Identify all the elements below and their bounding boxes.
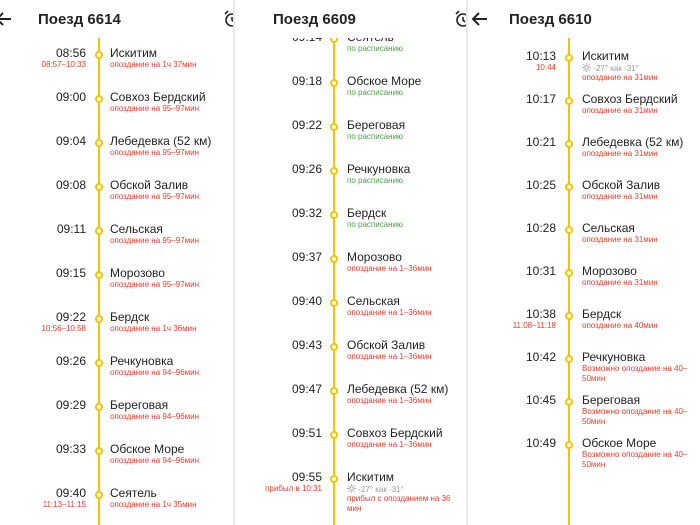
stop-marker bbox=[95, 359, 103, 367]
station-name: Сельская bbox=[110, 222, 163, 236]
weather-info bbox=[582, 63, 639, 73]
station-name: Обской Залив bbox=[582, 178, 661, 192]
status-text: опоздание на 1ч 36мин bbox=[110, 324, 197, 333]
temperature: -27° как -31° bbox=[593, 64, 639, 73]
status-text: Возможно опоздание на 40– bbox=[582, 450, 688, 459]
stop-marker bbox=[330, 255, 338, 263]
header bbox=[468, 0, 700, 38]
departure-time: 09:51 bbox=[291, 426, 322, 440]
alarm-clock-icon[interactable] bbox=[453, 9, 466, 29]
status-text: опоздание на 94–96мин bbox=[110, 456, 200, 465]
stop-marker bbox=[95, 51, 103, 59]
departure-time: 09:04 bbox=[55, 134, 86, 148]
departure-time: 10:38 bbox=[525, 307, 556, 321]
status-text: опоздание на 94–96мин bbox=[110, 368, 200, 377]
station-name: Бердск bbox=[110, 310, 150, 324]
actual-time: 08:57–10:33 bbox=[41, 60, 86, 69]
actual-time: 11:13–11:15 bbox=[42, 500, 86, 509]
status-text: опоздание на 94–96мин bbox=[110, 412, 200, 421]
status-text: опоздание на 31мин bbox=[582, 106, 658, 115]
departure-time: 10:21 bbox=[525, 135, 556, 149]
status-text: опоздание на 95–97мин bbox=[110, 236, 200, 245]
header bbox=[235, 0, 466, 38]
status-text: опоздание на 31мин bbox=[582, 149, 658, 158]
departure-time: 09:40 bbox=[291, 294, 322, 308]
station-name: Совхоз Бердский bbox=[110, 90, 206, 104]
arrow-left-icon[interactable] bbox=[470, 9, 490, 29]
stop-marker bbox=[95, 227, 103, 235]
stop-marker bbox=[95, 315, 103, 323]
departure-time: 09:33 bbox=[55, 442, 86, 456]
stop-row[interactable] bbox=[468, 436, 700, 487]
page-title: Поезд 6614 bbox=[38, 11, 121, 28]
stop-row[interactable] bbox=[0, 486, 233, 525]
stop-marker bbox=[565, 54, 573, 62]
status-text: опоздание на 95–97мин bbox=[110, 104, 200, 113]
status-text: опоздание на 95–97мин bbox=[110, 192, 200, 201]
station-name: Морозово bbox=[347, 250, 402, 264]
alarm-clock-icon[interactable] bbox=[222, 9, 233, 29]
station-name: Береговая bbox=[582, 393, 641, 407]
stop-marker bbox=[565, 269, 573, 277]
stop-marker bbox=[330, 167, 338, 175]
departure-time: 08:56 bbox=[55, 46, 86, 60]
stop-list[interactable] bbox=[235, 0, 466, 525]
stop-marker bbox=[330, 211, 338, 219]
status-text: по расписанию bbox=[347, 176, 404, 185]
actual-time: 10:56–10:58 bbox=[41, 324, 86, 333]
station-name: Совхоз Бердский bbox=[347, 426, 443, 440]
station-name: Совхоз Бердский bbox=[582, 92, 678, 106]
departure-time: 09:55 bbox=[291, 470, 322, 484]
station-name: Обской Залив bbox=[110, 178, 189, 192]
stop-marker bbox=[95, 95, 103, 103]
actual-time: прибыл в 10:31 bbox=[265, 484, 322, 493]
sun-icon bbox=[582, 63, 591, 72]
departure-time: 10:25 bbox=[525, 178, 556, 192]
page-title: Поезд 6610 bbox=[509, 11, 592, 28]
status-text: прибыл с опозданием на 36 bbox=[347, 494, 451, 503]
departure-time: 09:22 bbox=[291, 118, 322, 132]
status-text: опоздание на 31мин bbox=[582, 235, 658, 244]
departure-time: 09:00 bbox=[55, 90, 86, 104]
station-name: Морозово bbox=[582, 264, 637, 278]
departure-time: 09:47 bbox=[291, 382, 322, 396]
stop-marker bbox=[565, 97, 573, 105]
station-name: Речкуновка bbox=[582, 350, 646, 364]
stop-marker bbox=[565, 441, 573, 449]
status-text-cont: 50мин bbox=[582, 417, 606, 426]
status-text: опоздание на 1ч 37мин bbox=[110, 60, 197, 69]
train-6614-panel bbox=[0, 0, 233, 525]
actual-time: 11:08–11:18 bbox=[512, 321, 556, 330]
station-name: Обское Море bbox=[347, 74, 422, 88]
sun-icon bbox=[347, 484, 356, 493]
header bbox=[0, 0, 233, 38]
stop-row[interactable] bbox=[235, 470, 466, 522]
departure-time: 10:45 bbox=[525, 393, 556, 407]
stop-marker bbox=[95, 491, 103, 499]
station-name: Искитим bbox=[582, 49, 630, 63]
status-text-cont: 50мин bbox=[582, 374, 606, 383]
station-name: Обское Море bbox=[582, 436, 657, 450]
station-name: Искитим bbox=[347, 470, 395, 484]
station-name: Бердск bbox=[347, 206, 387, 220]
status-text: опоздание на 1–36мин bbox=[347, 308, 432, 317]
departure-time: 09:15 bbox=[55, 266, 86, 280]
status-text: по расписанию bbox=[347, 88, 404, 97]
station-name: Бердск bbox=[582, 307, 622, 321]
departure-time: 09:40 bbox=[55, 486, 86, 500]
stop-marker bbox=[95, 271, 103, 279]
status-text: опоздание на 31мин bbox=[582, 278, 658, 287]
station-name: Речкуновка bbox=[110, 354, 174, 368]
departure-time: 10:13 bbox=[525, 49, 556, 63]
status-text: по расписанию bbox=[347, 220, 404, 229]
departure-time: 09:37 bbox=[291, 250, 322, 264]
status-text: опоздание на 40мин bbox=[582, 321, 658, 330]
stop-marker bbox=[330, 475, 338, 483]
status-text: опоздание на 1–36мин bbox=[347, 440, 432, 449]
station-name: Береговая bbox=[347, 118, 406, 132]
stop-marker bbox=[95, 183, 103, 191]
stop-list[interactable] bbox=[0, 0, 233, 525]
stop-marker bbox=[330, 343, 338, 351]
departure-time: 10:28 bbox=[525, 221, 556, 235]
station-name: Сеятель bbox=[110, 486, 157, 500]
station-name: Морозово bbox=[110, 266, 165, 280]
departure-time: 09:08 bbox=[55, 178, 86, 192]
stop-marker bbox=[565, 398, 573, 406]
station-name: Сельская bbox=[582, 221, 635, 235]
departure-time: 10:31 bbox=[525, 264, 556, 278]
status-text: опоздание на 1ч 35мин bbox=[110, 500, 197, 509]
departure-time: 09:11 bbox=[56, 222, 86, 236]
station-name: Обской Залив bbox=[347, 338, 426, 352]
stop-marker bbox=[95, 447, 103, 455]
departure-time: 09:32 bbox=[291, 206, 322, 220]
weather-info bbox=[347, 484, 404, 494]
status-text: опоздание на 1–36мин bbox=[347, 352, 432, 361]
departure-time: 09:22 bbox=[55, 310, 86, 324]
stop-marker bbox=[565, 355, 573, 363]
station-name: Лебедевка (52 км) bbox=[582, 135, 684, 149]
stop-marker bbox=[565, 140, 573, 148]
departure-time: 09:43 bbox=[291, 338, 322, 352]
station-name: Лебедевка (52 км) bbox=[110, 134, 212, 148]
status-text: Возможно опоздание на 40– bbox=[582, 364, 688, 373]
stop-marker bbox=[330, 299, 338, 307]
train-6610-panel bbox=[468, 0, 700, 525]
stop-marker bbox=[565, 226, 573, 234]
departure-time: 10:42 bbox=[525, 350, 556, 364]
stop-marker bbox=[330, 123, 338, 131]
station-name: Сельская bbox=[347, 294, 400, 308]
station-name: Обское Море bbox=[110, 442, 185, 456]
status-text: опоздание на 1–36мин bbox=[347, 396, 432, 405]
departure-time: 10:49 bbox=[525, 436, 556, 450]
status-text: опоздание на 95–97мин bbox=[110, 280, 200, 289]
station-name: Лебедевка (52 км) bbox=[347, 382, 449, 396]
temperature: -27° как -31° bbox=[358, 485, 404, 494]
status-text: по расписанию bbox=[347, 132, 404, 141]
status-text: опоздание на 1–36мин bbox=[347, 264, 432, 273]
train-6609-panel bbox=[235, 0, 466, 525]
station-name: Речкуновка bbox=[347, 162, 411, 176]
stop-marker bbox=[330, 431, 338, 439]
status-text: по расписанию bbox=[347, 44, 404, 53]
stop-marker bbox=[565, 312, 573, 320]
stop-marker bbox=[330, 79, 338, 87]
stop-list[interactable] bbox=[468, 0, 700, 525]
departure-time: 10:17 bbox=[525, 92, 556, 106]
stop-marker bbox=[565, 183, 573, 191]
status-text-cont: 50мин bbox=[582, 460, 606, 469]
station-name: Береговая bbox=[110, 398, 169, 412]
station-name: Искитим bbox=[110, 46, 158, 60]
departure-time: 09:18 bbox=[291, 74, 322, 88]
actual-time: 10:44 bbox=[535, 63, 556, 72]
stop-marker bbox=[95, 403, 103, 411]
status-text: Возможно опоздание на 40– bbox=[582, 407, 688, 416]
status-text: опоздание на 95–97мин bbox=[110, 148, 200, 157]
departure-time: 09:29 bbox=[55, 398, 86, 412]
status-text: опоздание на 31мин bbox=[582, 73, 658, 82]
arrow-left-icon[interactable] bbox=[0, 9, 14, 29]
departure-time: 09:26 bbox=[291, 162, 322, 176]
departure-time: 09:26 bbox=[55, 354, 86, 368]
status-text: опоздание на 31мин bbox=[582, 192, 658, 201]
stop-marker bbox=[330, 387, 338, 395]
status-text-cont: мин bbox=[347, 504, 362, 513]
stop-marker bbox=[95, 139, 103, 147]
page-title: Поезд 6609 bbox=[273, 11, 356, 28]
